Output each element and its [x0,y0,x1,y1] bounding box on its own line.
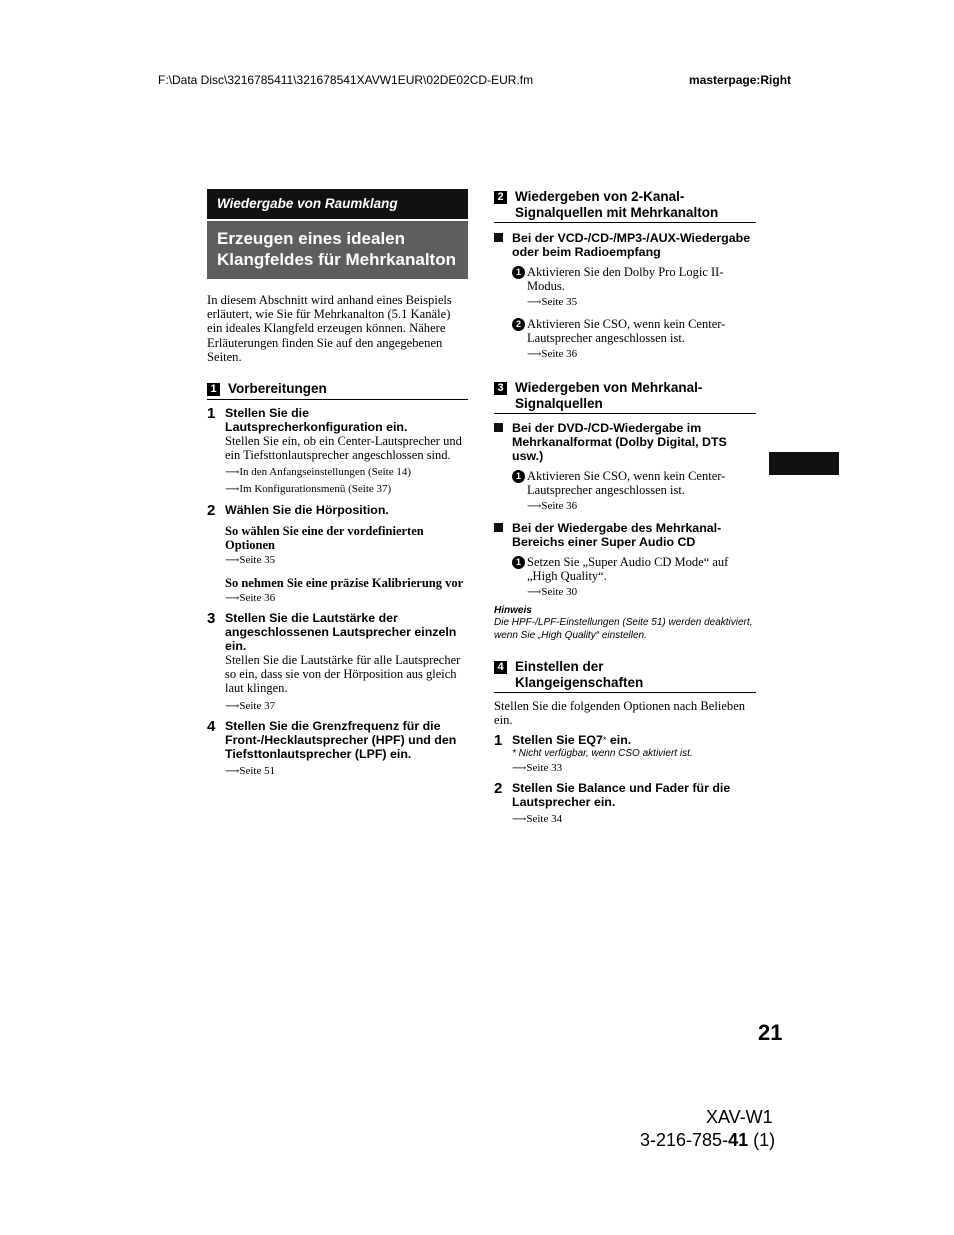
section-number-box: 2 [494,191,507,204]
step-title: Stellen Sie die Lautstärke der angeschlossenen Lautsprecher einzeln ein. [225,610,457,653]
step-body: Stellen Sie die Lautstärke für alle Lautsprecher so ein, dass sie von der Hörposition aus gleich laut klingen. [225,652,461,696]
footnote-marker: * [602,735,607,746]
page-reference: ⟶Im Konfigurationsmenü (Seite 37) [225,482,392,495]
step [207,719,468,780]
step-number: 2 [494,780,503,798]
circled-number-icon: 2 [512,318,525,331]
page-title [207,221,468,279]
numbered-item [494,469,756,515]
side-thumb-tab [769,452,839,475]
page-reference: ⟶Seite 30 [527,586,578,598]
step [207,611,468,715]
page-number: 21 [758,1020,783,1045]
step [494,781,756,828]
item-text: Setzen Sie „Super Audio CD Mode“ auf „High Quality“. [527,555,729,583]
bullet-text: Bei der DVD-/CD-Wiedergabe im Mehrkanalformat (Dolby Digital, DTS usw.) [512,421,727,463]
page-reference: ⟶Seite 36 [527,500,578,512]
section-title: Wiedergeben von 2-Kanal- Signalquellen mit Mehrkanalton [515,189,719,220]
bullet-text: Bei der VCD-/CD-/MP3-/AUX-Wiedergabe oder beim Radioempfang [512,231,751,259]
bullet-heading [494,521,756,549]
section-title: Vorbereitungen [228,381,327,397]
page-reference: ⟶Seite 35 [527,296,578,308]
step-title: Wählen Sie die Hörposition. [225,502,389,517]
step-body: Stellen Sie ein, ob ein Center-Lautsprecher und ein Tiefsttonlautsprecher angeschlossen sind. [225,433,462,462]
page-reference: ⟶Seite 51 [225,764,276,777]
part-number: 3-216-785-41 (1) [640,1130,776,1150]
page-reference: ⟶Seite 33 [512,762,563,775]
step-number: 4 [207,717,216,735]
page-reference: ⟶In den Anfangseinstellungen (Seite 14) [225,465,412,478]
left-column [207,189,468,780]
step-title: Stellen Sie die Grenzfrequenz für die Front-/Hecklautsprecher (HPF) und den Tiefsttonlautsprecher (LPF) ein. [225,718,457,761]
item-text: Aktivieren Sie den Dolby Pro Logic II-Modus. [527,265,724,293]
step-number: 3 [207,609,216,627]
section-intro: Stellen Sie die folgenden Optionen nach Belieben ein. [494,699,746,728]
bullet-text: Bei der Wiedergabe des Mehrkanal-Bereichs einer Super Audio CD [512,521,722,549]
step-title: Stellen Sie Balance und Fader für die Lautsprecher ein. [512,781,731,810]
bullet-square-icon [494,523,503,532]
hint-text: Die HPF-/LPF-Einstellungen (Seite 51) werden deaktiviert, wenn Sie „High Quality“ einstellen. [494,617,753,641]
page-reference: ⟶Seite 37 [225,699,276,712]
numbered-item [494,265,756,311]
circled-number-icon: 1 [512,470,525,483]
file-path-header: F:\Data Disc\3216785411\321678541XAVW1EUR\02DE02CD-EUR.fm [158,73,534,87]
numbered-item [494,555,756,601]
section-heading-2ch [494,189,756,223]
bullet-heading [494,421,756,463]
hint-box [494,605,756,642]
step-title: Stellen Sie EQ7* ein. [512,733,632,748]
sub-heading: So wählen Sie eine der vordefinierten Optionen [225,523,424,552]
page-title-line: Klangfeldes für Mehrkanalton [217,250,456,269]
step-number: 2 [207,501,216,519]
step-title: Stellen Sie die Lautsprecherkonfiguration ein. [225,405,408,434]
step [207,503,468,607]
section-number-box: 3 [494,382,507,395]
section-heading-sound [494,659,756,693]
section-title: Einstellen der Klangeigenschaften [515,659,644,690]
page-reference: ⟶Seite 36 [527,348,578,360]
step [207,406,468,498]
section-number-box: 4 [494,661,507,674]
bullet-heading [494,231,756,259]
sub-heading: So nehmen Sie eine präzise Kalibrierung vor [225,575,464,590]
numbered-item [494,317,756,363]
page-reference: ⟶Seite 35 [225,553,276,566]
section-number-box: 1 [207,383,220,396]
model-number: XAV-W1 [706,1107,773,1127]
master-page-label: masterpage:Right [689,73,792,87]
step [494,733,756,777]
right-column [494,189,756,828]
circled-number-icon: 1 [512,556,525,569]
circled-number-icon: 1 [512,266,525,279]
item-text: Aktivieren Sie CSO, wenn kein Center-Lautsprecher angeschlossen ist. [527,317,726,345]
section-heading-multichannel [494,380,756,414]
category-bar: Wiedergabe von Raumklang [207,189,468,219]
page-reference: ⟶Seite 36 [225,591,276,604]
page-title-line: Erzeugen eines idealen [217,229,406,248]
step-number: 1 [207,404,216,422]
hint-title: Hinweis [494,605,532,616]
section-title: Wiedergeben von Mehrkanal- Signalquellen [515,380,703,411]
section-heading-preparation [207,381,468,400]
intro-paragraph: In diesem Abschnitt wird anhand eines Beispiels erläutert, wie Sie für Mehrkanalton (5.1 Kanäle) ein ideales Klangfeld erzeugen können. Nähere Erläuterungen finden Sie auf den angegebenen Seiten. [207,293,452,364]
step-number: 1 [494,732,503,750]
page-reference: ⟶Seite 34 [512,813,563,826]
footnote: * Nicht verfügbar, wenn CSO aktiviert ist. [512,748,693,760]
bullet-square-icon [494,423,503,432]
item-text: Aktivieren Sie CSO, wenn kein Center-Lautsprecher angeschlossen ist. [527,469,726,497]
bullet-square-icon [494,233,503,242]
